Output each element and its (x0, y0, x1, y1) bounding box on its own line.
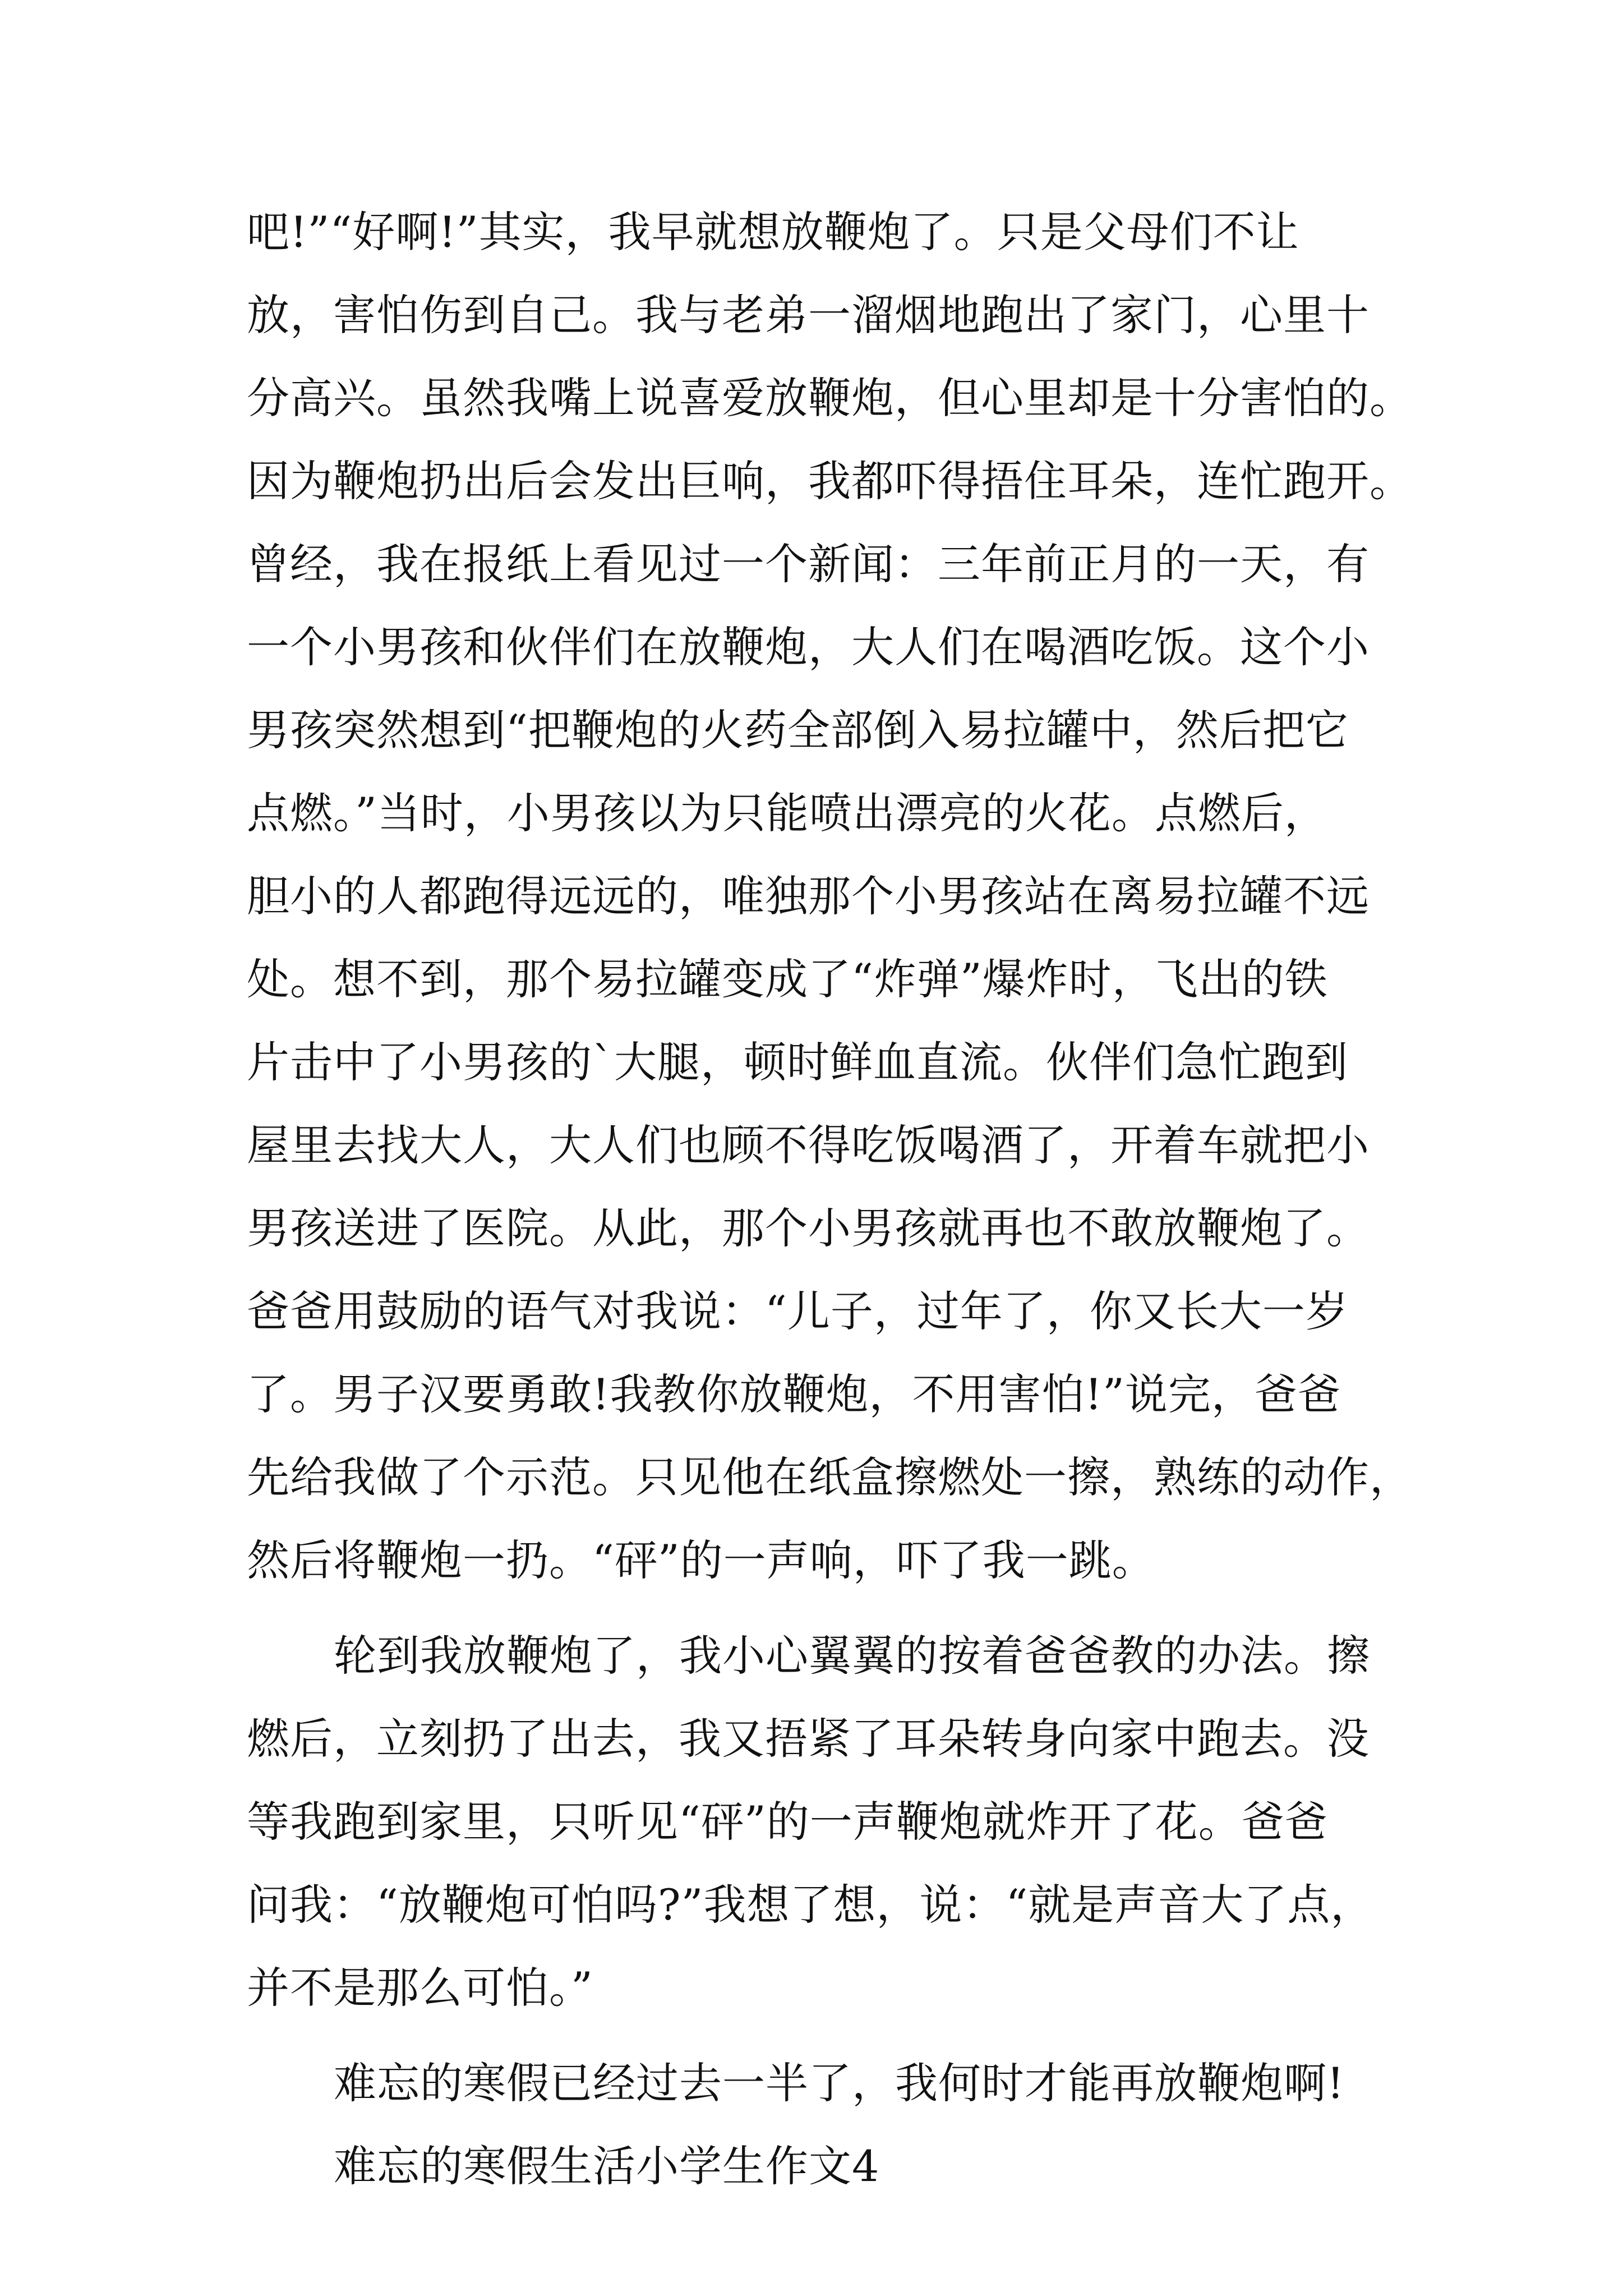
text-line: 了。男子汉要勇敢!我教你放鞭炮，不用害怕!”说完，爸爸 (247, 1369, 1341, 1419)
text-line: 胆小的人都跑得远远的，唯独那个小男孩站在离易拉罐不远 (247, 871, 1370, 921)
section-heading (247, 2125, 1391, 2208)
text-line: 先给我做了个示范。只见他在纸盒擦燃处一擦，熟练的动作， (247, 1452, 1413, 1502)
text-line: 燃后，立刻扔了出去，我又捂紧了耳朵转身向家中跑去。没 (247, 1714, 1370, 1764)
document-body (247, 191, 1413, 2208)
text-line: 然后将鞭炮一扔。“砰”的一声响，吓了我一跳。 (247, 1535, 1155, 1585)
text-line: 处。想不到，那个易拉罐变成了“炸弹”爆炸时，飞出的铁 (247, 954, 1328, 1004)
text-line: 问我：“放鞭炮可怕吗?”我想了想，说：“就是声音大了点， (247, 1880, 1374, 1930)
text-line: 轮到我放鞭炮了，我小心翼翼的按着爸爸教的办法。擦 (334, 1631, 1370, 1681)
text-line: 男孩突然想到“把鞭炮的火药全部倒入易拉罐中，然后把它 (247, 705, 1349, 755)
paragraph-setting-off-firecracker (247, 1614, 1391, 2030)
text-line: 曾经，我在报纸上看见过一个新闻：三年前正月的一天，有 (247, 539, 1370, 589)
essay-title: 难忘的寒假生活小学生作文4 (334, 2141, 880, 2191)
text-line: 放，害怕伤到自己。我与老弟一溜烟地跑出了家门，心里十 (247, 290, 1370, 340)
text-line: 片击中了小男孩的`大腿，顿时鲜血直流。伙伴们急忙跑到 (247, 1037, 1348, 1087)
text-line: 因为鞭炮扔出后会发出巨响，我都吓得捂住耳朵，连忙跑开。 (247, 456, 1413, 506)
paragraph-firecracker-story (247, 191, 1413, 1602)
text-line: 并不是那么可怕。” (247, 1963, 593, 2013)
text-line: 男孩送进了医院。从此，那个小男孩就再也不敢放鞭炮了。 (247, 1203, 1370, 1253)
text-line: 分高兴。虽然我嘴上说喜爱放鞭炮，但心里却是十分害怕的。 (247, 373, 1413, 423)
paragraph-conclusion (247, 2042, 1391, 2125)
text-line: 等我跑到家里，只听见“砰”的一声鞭炮就炸开了花。爸爸 (247, 1797, 1328, 1847)
text-line: 点燃。”当时，小男孩以为只能喷出漂亮的火花。点燃后， (247, 788, 1327, 838)
text-line: 难忘的寒假已经过去一半了，我何时才能再放鞭炮啊! (334, 2058, 1345, 2108)
text-line: 爸爸用鼓励的语气对我说：“儿子，过年了，你又长大一岁 (247, 1286, 1349, 1336)
text-line: 一个小男孩和伙伴们在放鞭炮，大人们在喝酒吃饭。这个小 (247, 622, 1370, 672)
text-line: 吧!”“好啊!”其实，我早就想放鞭炮了。只是父母们不让 (247, 207, 1299, 257)
text-line: 屋里去找大人，大人们也顾不得吃饭喝酒了，开着车就把小 (247, 1120, 1370, 1170)
